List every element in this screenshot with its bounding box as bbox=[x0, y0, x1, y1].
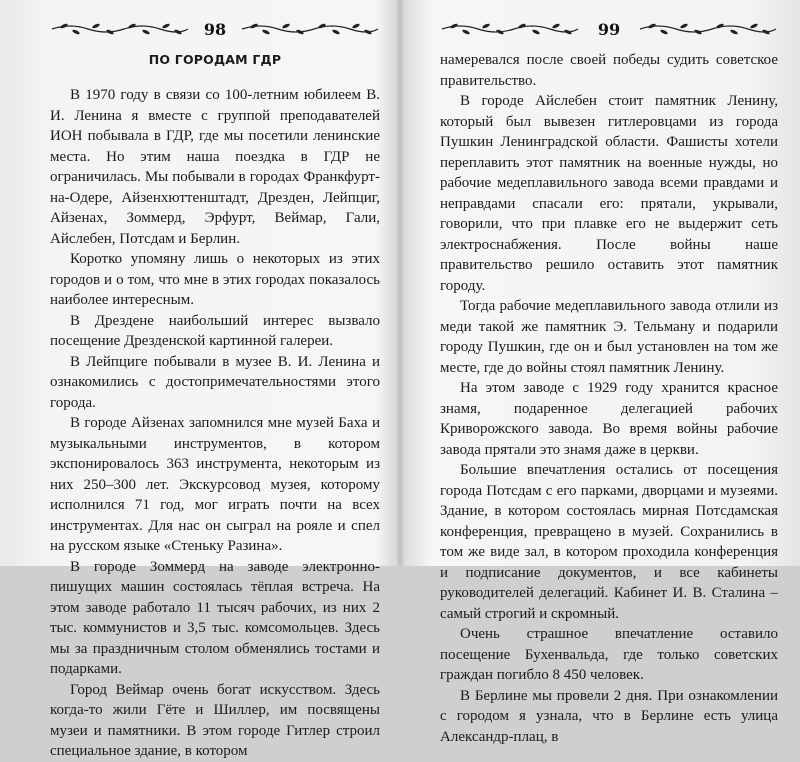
paragraph: В городе Айслебен стоит памятник Ленину, который был вывезен гитлеровцами из города Пушкин Ленинградской области. Фашисты хотели переплавить этот памятник на военные нужды, но рабочие медеплавильного завода всеми правдами и неправдами спасали его: прятали, укрывали, говорили, что при плавке его не выдержит сеть электроснабжения. После войны наше правительство решило оставить этот памятник городу. bbox=[440, 93, 778, 294]
vine-ornament-icon bbox=[240, 22, 380, 36]
left-page bbox=[0, 0, 398, 759]
right-page bbox=[402, 0, 800, 745]
paragraph: В Лейпциге побывали в музее В. И. Ленина и ознакомились с достопримечательностями этого города. bbox=[50, 353, 380, 411]
paragraph: Коротко упомяну лишь о некоторых из этих городов и о том, что мне в этих городах показалось наиболее интересным. bbox=[50, 251, 380, 308]
right-page-body bbox=[440, 50, 778, 747]
vine-ornament-icon bbox=[638, 22, 778, 36]
page-header bbox=[440, 14, 778, 44]
paragraph-continuation: намеревался после своей победы судить советское правительство. bbox=[440, 52, 778, 89]
paragraph: В городе Зоммерд на заводе электронно-пишущих машин состоялась тёплая встреча. На этом заводе работало 11 тысяч рабочих, из них 2 тыс. коммунистов и 3,5 тыс. комсомольцев. Здесь мы за праздничным столом обменялись тостами и подарками. bbox=[50, 558, 380, 677]
left-page-body bbox=[50, 85, 380, 762]
page-number: 99 bbox=[597, 19, 621, 39]
page-header bbox=[50, 14, 380, 44]
paragraph: Большие впечатления остались от посещения города Потсдам с его парками, дворцами и музеями. Здание, в котором состоялась мирная Потсдамская конференция, превращено в музей. Сохранились в том же виде зал, в котором проходила конференция и подписание документов, и все кабинеты руководителей делегаций. Кабинет И. В. Сталина – самый строгий и скромный. bbox=[440, 462, 778, 622]
vine-ornament-icon bbox=[440, 22, 580, 36]
paragraph: Город Веймар очень богат искусством. Здесь когда-то жили Гёте и Шиллер, им посвящены музеи и памятники. В этом городе Гитлер строил специальное здание, в котором bbox=[50, 681, 380, 759]
page-number: 98 bbox=[203, 19, 227, 39]
paragraph: В Дрездене наибольший интерес вызвало посещение Дрезденской картинной галереи. bbox=[50, 312, 380, 349]
paragraph: Тогда рабочие медеплавильного завода отлили из меди такой же памятник Э. Тельману и подарили городу Пушкин, где он и был установлен на том же месте, где до войны стоял памятник Ленину. bbox=[440, 298, 778, 376]
paragraph: Очень страшное впечатление оставило посещение Бухенвальда, где только советских граждан погибло 8 450 человек. bbox=[440, 626, 778, 683]
paragraph: В городе Айзенах запомнился мне музей Баха и музыкальными инструментов, в котором экспонировалось 363 инструмента, некоторым из них 250–300 лет. Экскурсовод музея, которому исполнился 71 год, мог играть почти на всех инструментах. Для нас он сыграл на рояле и спел на русском языке «Стеньку Разина». bbox=[50, 415, 380, 554]
chapter-title: ПО ГОРОДАМ ГДР bbox=[148, 52, 282, 67]
vine-ornament-icon bbox=[50, 22, 190, 36]
paragraph: В Берлине мы провели 2 дня. При ознакомлении с городом я узнала, что в Берлине есть улица Александр-плац, в bbox=[440, 687, 778, 745]
paragraph: В 1970 году в связи со 100-летним юбилеем В. И. Ленина я вместе с группой преподавателей ИОН побывала в ГДР, где мы посетили ленинские места. Но этим наша поездка в ГДР не ограничилась. Мы побывали в городах Франкфурт-на-Одере, Айзенхюттенштадт, Дрезден, Лейпциг, Айзенах, Зоммерд, Эрфурт, Веймар, Гали, Айслебен, Потсдам и Берлин. bbox=[50, 87, 380, 247]
paragraph: На этом заводе с 1929 году хранится красное знамя, подаренное делегацией рабочих Криворожского завода. Во время войны рабочие завода прятали это знамя даже в церкви. bbox=[440, 380, 778, 458]
